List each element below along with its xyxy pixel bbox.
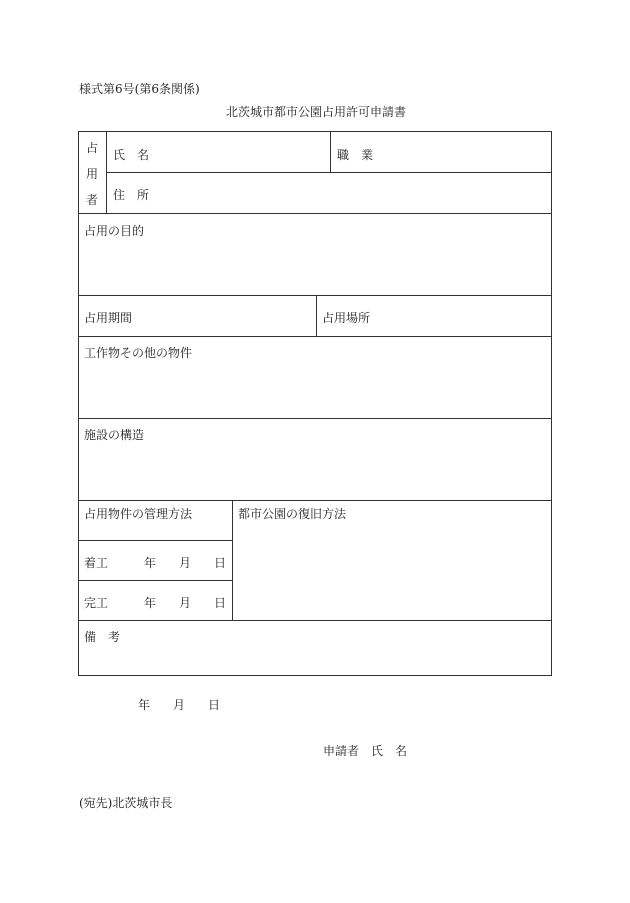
place-label: 占用場所 (322, 311, 371, 325)
start-row-line (79, 540, 232, 541)
start-label: 着工 (84, 556, 109, 570)
completion-month: 月 (179, 596, 192, 610)
remarks-row-line (79, 620, 551, 621)
structures-label: 工作物その他の物件 (84, 346, 193, 360)
period-row-line (79, 295, 551, 296)
completion-label: 完工 (84, 596, 109, 610)
occupation-label: 職 業 (337, 148, 374, 162)
address-label: 住 所 (113, 188, 150, 202)
start-month: 月 (179, 556, 192, 570)
application-form-table (78, 131, 552, 676)
name-row-line (106, 172, 552, 173)
form-title: 北茨城市都市公園占用許可申請書 (226, 105, 407, 119)
start-year: 年 (144, 556, 157, 570)
completion-row-line (79, 580, 232, 581)
occupant-label-char-3: 者 (86, 193, 99, 207)
structures-row-line (79, 336, 551, 337)
period-place-divider (316, 295, 317, 336)
restoration-method-label: 都市公園の復旧方法 (238, 507, 347, 521)
remarks-label: 備 考 (84, 630, 121, 644)
facility-row-line (79, 418, 551, 419)
management-restoration-divider (232, 500, 233, 620)
name-occupation-divider (330, 132, 331, 173)
start-day: 日 (214, 556, 227, 570)
completion-year: 年 (144, 596, 157, 610)
addressee: (宛先)北茨城市長 (79, 796, 173, 810)
footer-month: 月 (173, 698, 186, 712)
purpose-label: 占用の目的 (84, 224, 145, 238)
completion-day: 日 (214, 596, 227, 610)
facility-structure-label: 施設の構造 (84, 428, 145, 442)
occupant-label-char-2: 用 (86, 167, 99, 181)
management-method-label: 占用物件の管理方法 (84, 507, 193, 521)
form-number: 様式第6号(第6条関係) (79, 82, 200, 96)
applicant-label: 申請者 (323, 744, 360, 758)
management-row-line (79, 500, 551, 501)
applicant-name-label: 氏 名 (371, 744, 408, 758)
occupant-label-char-1: 占 (86, 141, 99, 155)
period-label: 占用期間 (84, 311, 133, 325)
footer-day: 日 (208, 698, 221, 712)
purpose-row-line (79, 213, 551, 214)
footer-year: 年 (138, 698, 151, 712)
name-label: 氏 名 (113, 148, 150, 162)
